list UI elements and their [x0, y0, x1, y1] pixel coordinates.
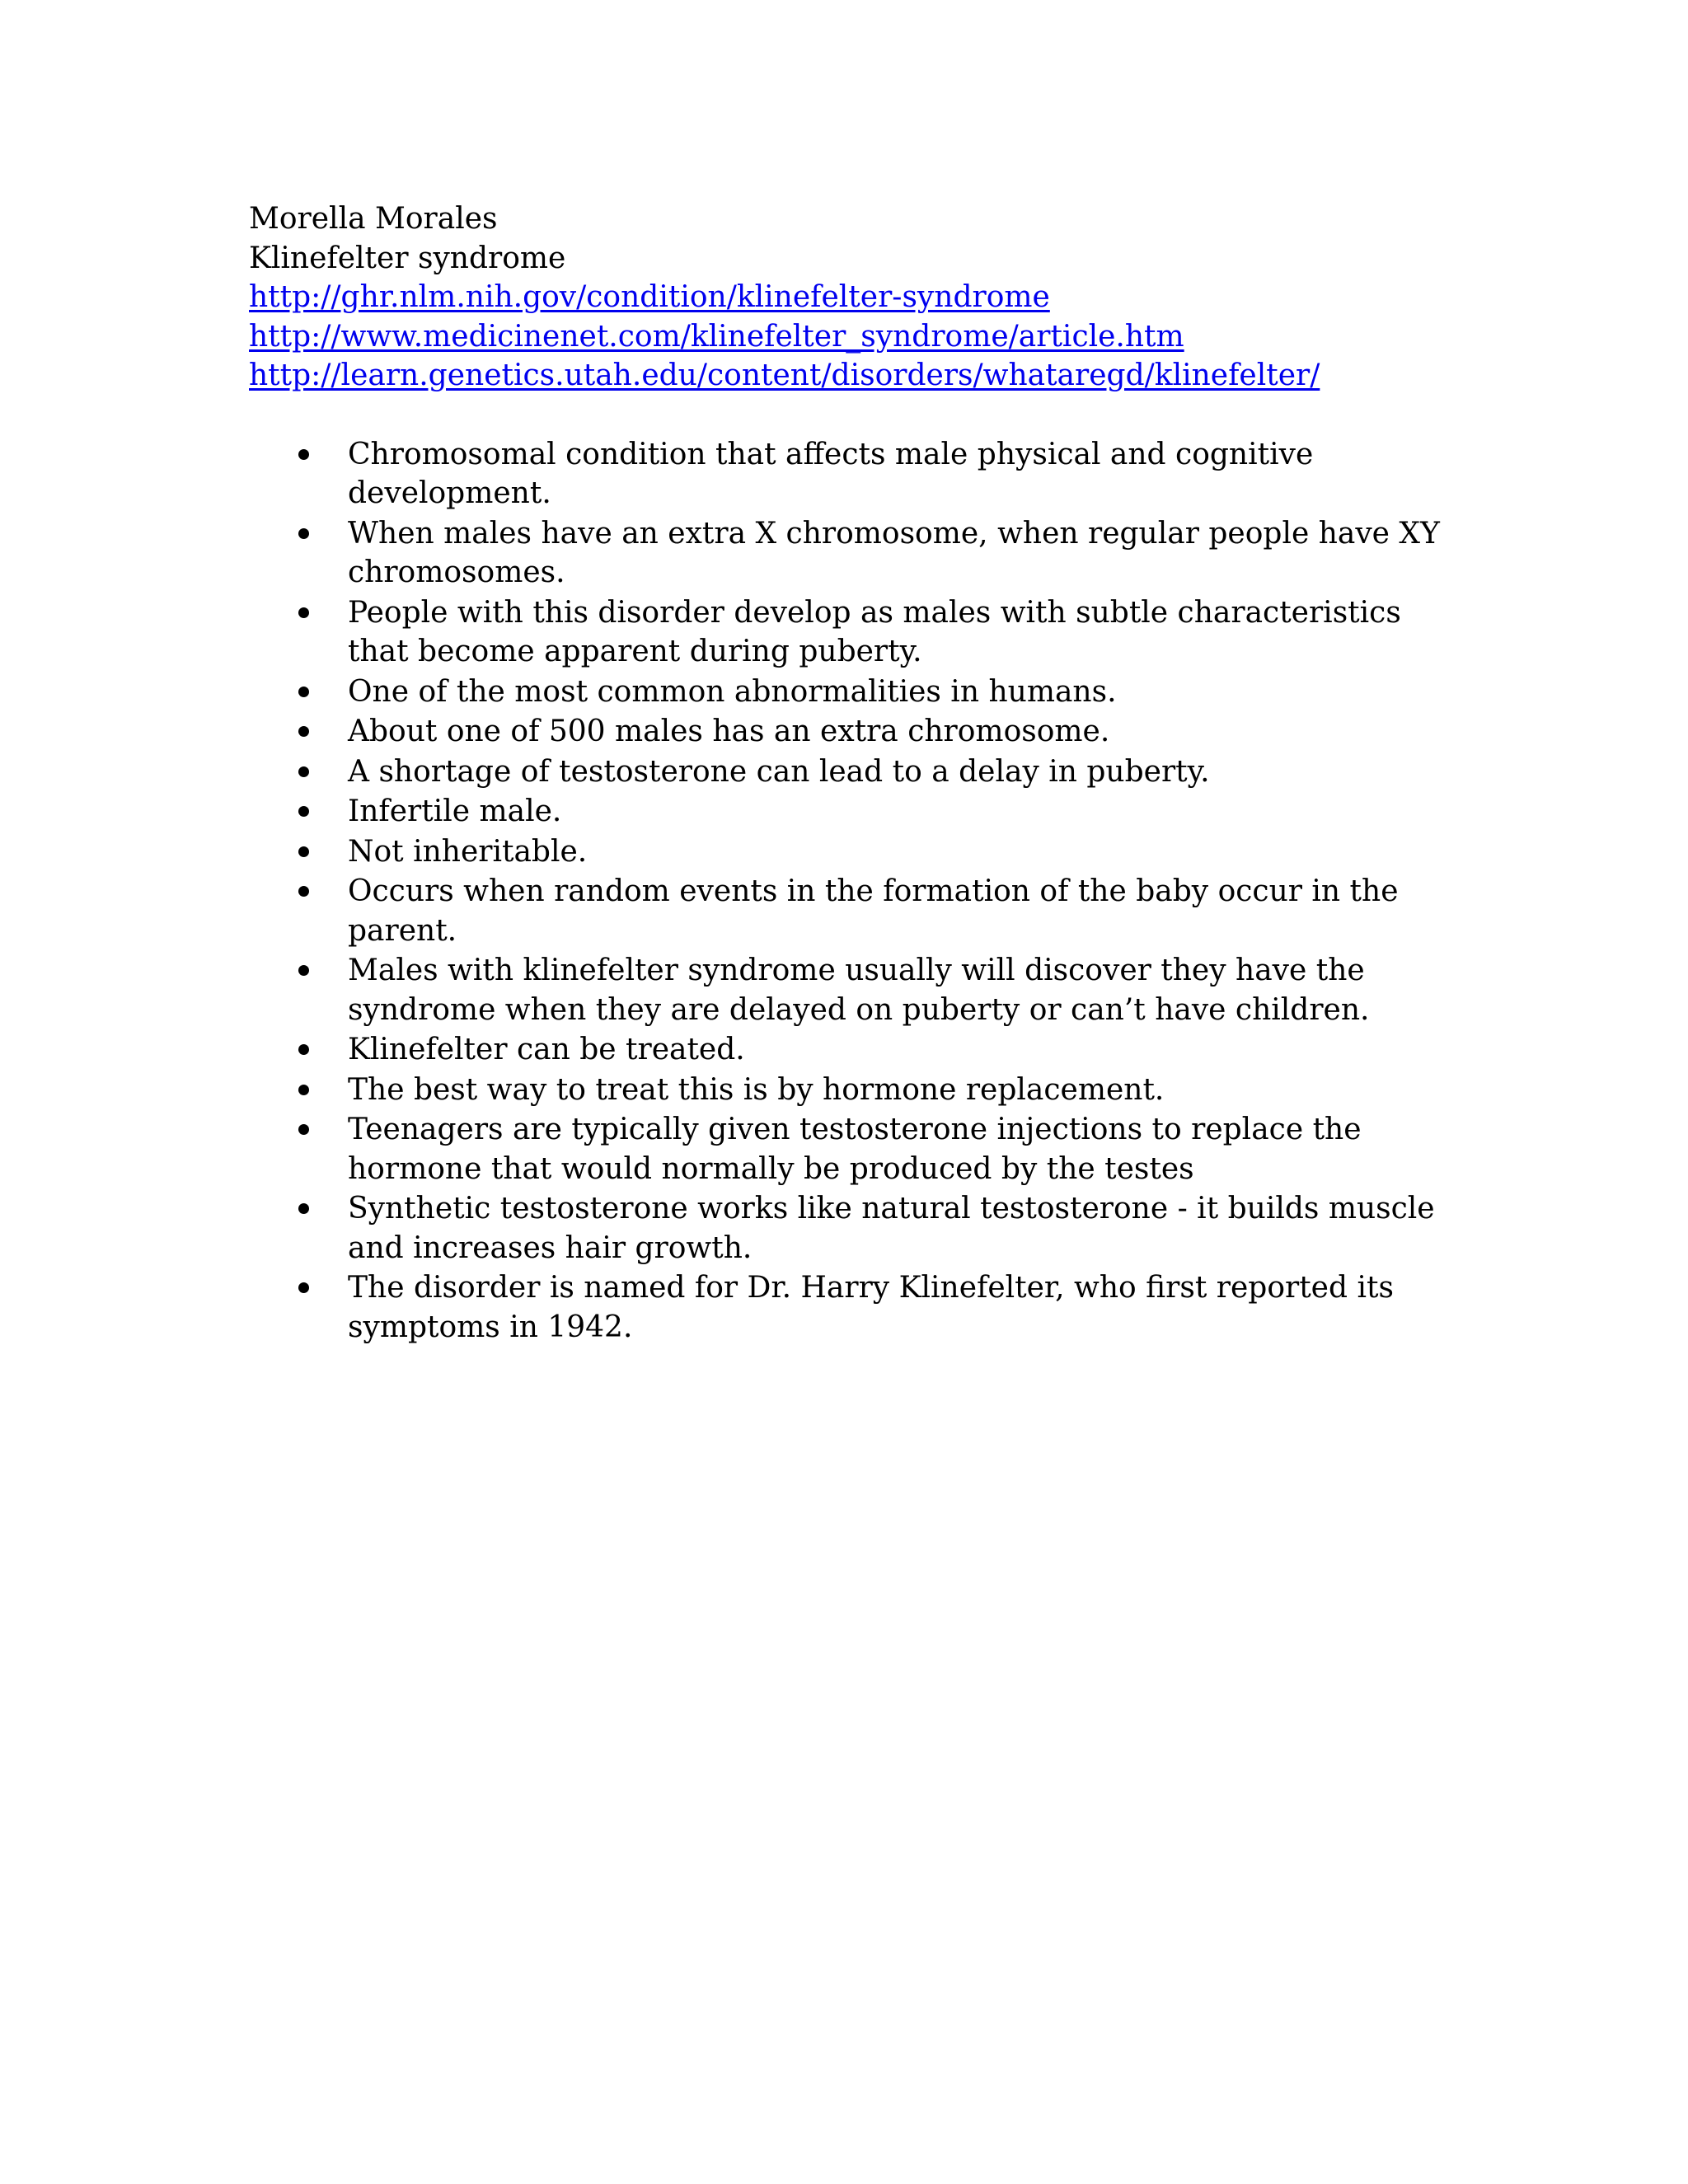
bullet-icon	[298, 1044, 309, 1055]
list-item-text: Infertile male.	[348, 794, 562, 828]
bullet-icon	[298, 607, 309, 618]
list-item	[249, 832, 1452, 872]
list-item	[249, 1110, 1452, 1188]
fact-list	[249, 435, 1452, 1347]
list-item-text: Occurs when random events in the formation of the baby occur in the parent.	[348, 874, 1399, 948]
list-item	[249, 872, 1452, 950]
bullet-icon	[298, 528, 309, 539]
bullet-icon	[298, 806, 309, 817]
list-item	[249, 1268, 1452, 1347]
list-item	[249, 792, 1452, 832]
list-item	[249, 593, 1452, 672]
list-item	[249, 514, 1452, 593]
list-item	[249, 435, 1452, 513]
reference-link-medicinenet[interactable]: http://www.medicinenet.com/klinefelter_syndrome/article.htm	[249, 319, 1184, 354]
bullet-icon	[298, 1203, 309, 1214]
list-item	[249, 1189, 1452, 1268]
list-item-text: A shortage of testosterone can lead to a delay in puberty.	[348, 754, 1210, 789]
document-topic: Klinefelter syndrome	[249, 241, 566, 275]
list-item-text: Teenagers are typically given testosterone injections to replace the hormone that would normally be produced by the testes	[348, 1113, 1362, 1186]
bullet-icon	[298, 766, 309, 777]
list-item-text: About one of 500 males has an extra chromosome.	[348, 715, 1110, 748]
list-item-text: Synthetic testosterone works like natural testosterone - it builds muscle and increases hair growth.	[348, 1192, 1435, 1265]
list-item	[249, 951, 1452, 1029]
list-item	[249, 752, 1452, 792]
bullet-icon	[298, 846, 309, 857]
bullet-icon	[298, 1282, 309, 1293]
list-item	[249, 673, 1452, 712]
list-item	[249, 712, 1452, 752]
bullet-icon	[298, 965, 309, 976]
reference-link-utah-genetics[interactable]: http://learn.genetics.utah.edu/content/disorders/whataregd/klinefelter/	[249, 359, 1320, 392]
list-item-text: When males have an extra X chromosome, when regular people have XY chromosomes.	[348, 516, 1440, 589]
bullet-icon	[298, 1085, 309, 1095]
author-name: Morella Morales	[249, 202, 498, 236]
list-item-text: People with this disorder develop as males with subtle characteristics that become apparent during puberty.	[348, 595, 1401, 668]
list-item-text: Klinefelter can be treated.	[348, 1033, 745, 1066]
bullet-icon	[298, 726, 309, 737]
list-item	[249, 1030, 1452, 1070]
bullet-icon	[298, 1124, 309, 1135]
list-item-text: The best way to treat this is by hormone replacement.	[348, 1072, 1165, 1107]
bullet-icon	[298, 687, 309, 697]
list-item-text: The disorder is named for Dr. Harry Klinefelter, who first reported its symptoms in 1942.	[348, 1271, 1394, 1344]
document-body	[249, 199, 1452, 1347]
bullet-icon	[298, 449, 309, 460]
reference-link-ghr[interactable]: http://ghr.nlm.nih.gov/condition/klinefelter-syndrome	[249, 280, 1050, 314]
list-item-text: Not inheritable.	[348, 834, 588, 869]
bullet-icon	[298, 886, 309, 897]
list-item-text: One of the most common abnormalities in humans.	[348, 674, 1117, 709]
list-item-text: Chromosomal condition that affects male physical and cognitive development.	[348, 437, 1314, 510]
list-item-text: Males with klinefelter syndrome usually will discover they have the syndrome when they are delayed on puberty or can’t have children.	[348, 954, 1370, 1027]
list-item	[249, 1071, 1452, 1110]
